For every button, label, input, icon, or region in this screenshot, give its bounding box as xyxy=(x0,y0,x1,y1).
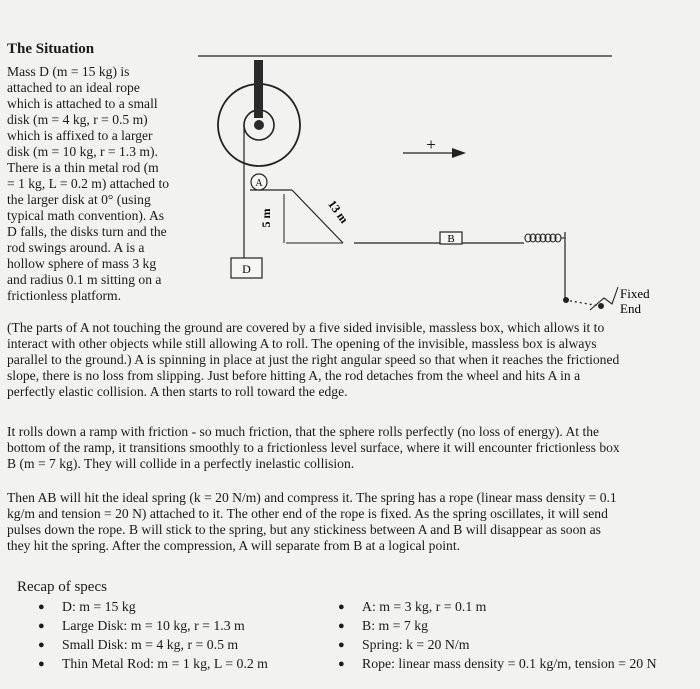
paragraph-line: Then AB will hit the ideal spring (k = 20 N/m) and compress it. The spring has a rope (linear mass density = 0.1 xyxy=(7,490,617,505)
situation-line: D falls, the disks turn and the xyxy=(7,224,167,239)
situation-line: the larger disk at 0° (using xyxy=(7,192,151,207)
recap-text: D: m = 15 kg xyxy=(62,599,136,614)
paragraph-line: perfectly elastic collision. A then starts to roll toward the edge. xyxy=(7,384,348,399)
paragraph-line: kg/m and tension = 20 N) attached to it. The other end of the rope is fixed. As the spring oscillates, it will send xyxy=(7,506,608,521)
paragraph-line: they hit the spring. After the compression, A will separate from B at a logical point. xyxy=(7,538,461,553)
bullet: ● xyxy=(338,601,345,613)
situation-line: There is a thin metal rod (m xyxy=(7,160,159,175)
paragraph-line: It rolls down a ramp with friction - so much friction, that the sphere rolls perfectly (no loss of energy). At the xyxy=(7,424,600,439)
physics-diagram xyxy=(0,0,700,330)
bullet: ● xyxy=(338,658,345,670)
recap-text: Large Disk: m = 10 kg, r = 1.3 m xyxy=(62,618,245,633)
bullet: ● xyxy=(38,658,45,670)
situation-line: which is attached to a small xyxy=(7,96,158,111)
fixed-end-pointer xyxy=(590,287,618,310)
paragraph-line: interact with other objects while still allowing A to roll. The opening of the invisible, massless box is always xyxy=(7,336,597,351)
metal-rod xyxy=(254,60,263,118)
bullet: ● xyxy=(338,639,345,651)
recap-item xyxy=(338,618,428,634)
recap-text: Rope: linear mass density = 0.1 kg/m, tension = 20 N xyxy=(362,656,657,671)
situation-line: frictionless platform. xyxy=(7,288,122,303)
recap-text: Small Disk: m = 4 kg, r = 0.5 m xyxy=(62,637,239,652)
situation-line: = 1 kg, L = 0.2 m) attached to xyxy=(7,176,170,191)
situation-line: disk (m = 10 kg, r = 1.3 m). xyxy=(7,144,158,159)
recap-text: Thin Metal Rod: m = 1 kg, L = 0.2 m xyxy=(62,656,268,671)
recap-item xyxy=(38,618,245,634)
label-end: End xyxy=(620,301,641,316)
recap-item xyxy=(38,637,238,653)
situation-line: Mass D (m = 15 kg) is xyxy=(7,64,130,79)
fixed-end-dot xyxy=(598,303,604,309)
direction-arrow-head xyxy=(452,148,466,158)
bullet: ● xyxy=(38,601,45,613)
label-b: B xyxy=(447,233,455,245)
bullet: ● xyxy=(38,620,45,632)
recap-text: A: m = 3 kg, r = 0.1 m xyxy=(362,599,487,614)
recap-text: Spring: k = 20 N/m xyxy=(362,637,470,652)
label-13m: 13 m xyxy=(325,197,352,226)
paragraph-line: B (m = 7 kg). They will collide in a perfectly inelastic collision. xyxy=(7,456,355,471)
recap-item xyxy=(338,637,469,653)
bullet: ● xyxy=(338,620,345,632)
label-plus: + xyxy=(426,135,436,154)
paragraph-line: pulses down the rope. B will stick to the spring, but any stickiness between A and B will disappear as soon as xyxy=(7,522,601,537)
recap-item xyxy=(338,656,657,672)
paragraph-invisible-box xyxy=(7,320,690,400)
spring xyxy=(525,234,561,242)
recap-item xyxy=(38,599,136,615)
paragraph-line: parallel to the ground.) A is spinning in place at just the right angular speed so that when it reaches the frictioned xyxy=(7,352,620,367)
situation-line: and radius 0.1 m sitting on a xyxy=(7,272,162,287)
rope-dotted xyxy=(565,300,600,306)
recap-item xyxy=(338,599,486,615)
label-a: A xyxy=(255,178,263,189)
situation-line: disk (m = 4 kg, r = 0.5 m) xyxy=(7,112,148,127)
recap-title: Recap of specs xyxy=(17,579,107,595)
situation-line: hollow sphere of mass 3 kg xyxy=(7,256,157,271)
situation-line: typical math convention). As xyxy=(7,208,165,223)
label-d: D xyxy=(242,262,251,276)
situation-line: rod swings around. A is a xyxy=(7,240,145,255)
recap-item xyxy=(38,656,268,672)
paragraph-line: bottom of the ramp, it transitions smoothly to a frictionless level surface, where it will encounter frictionless box xyxy=(7,440,620,455)
paragraph-line: slope, there is no loss from slipping. Just before hitting A, the rod detaches from the wheel and hits A in a xyxy=(7,368,581,383)
paragraph-ramp xyxy=(7,424,690,472)
bullet: ● xyxy=(38,639,45,651)
paragraph-line: (The parts of A not touching the ground are covered by a five sided invisible, massless box, which allows it to xyxy=(7,320,605,335)
situation-line: which is affixed to a larger xyxy=(7,128,153,143)
label-fixed: Fixed xyxy=(620,286,650,301)
situation-title: The Situation xyxy=(7,41,95,57)
rope-knot xyxy=(563,297,569,303)
label-5m: 5 m xyxy=(259,208,273,228)
recap-text: B: m = 7 kg xyxy=(362,618,429,633)
situation-line: attached to an ideal rope xyxy=(7,80,140,95)
paragraph-spring xyxy=(7,490,690,554)
axle xyxy=(254,120,264,130)
